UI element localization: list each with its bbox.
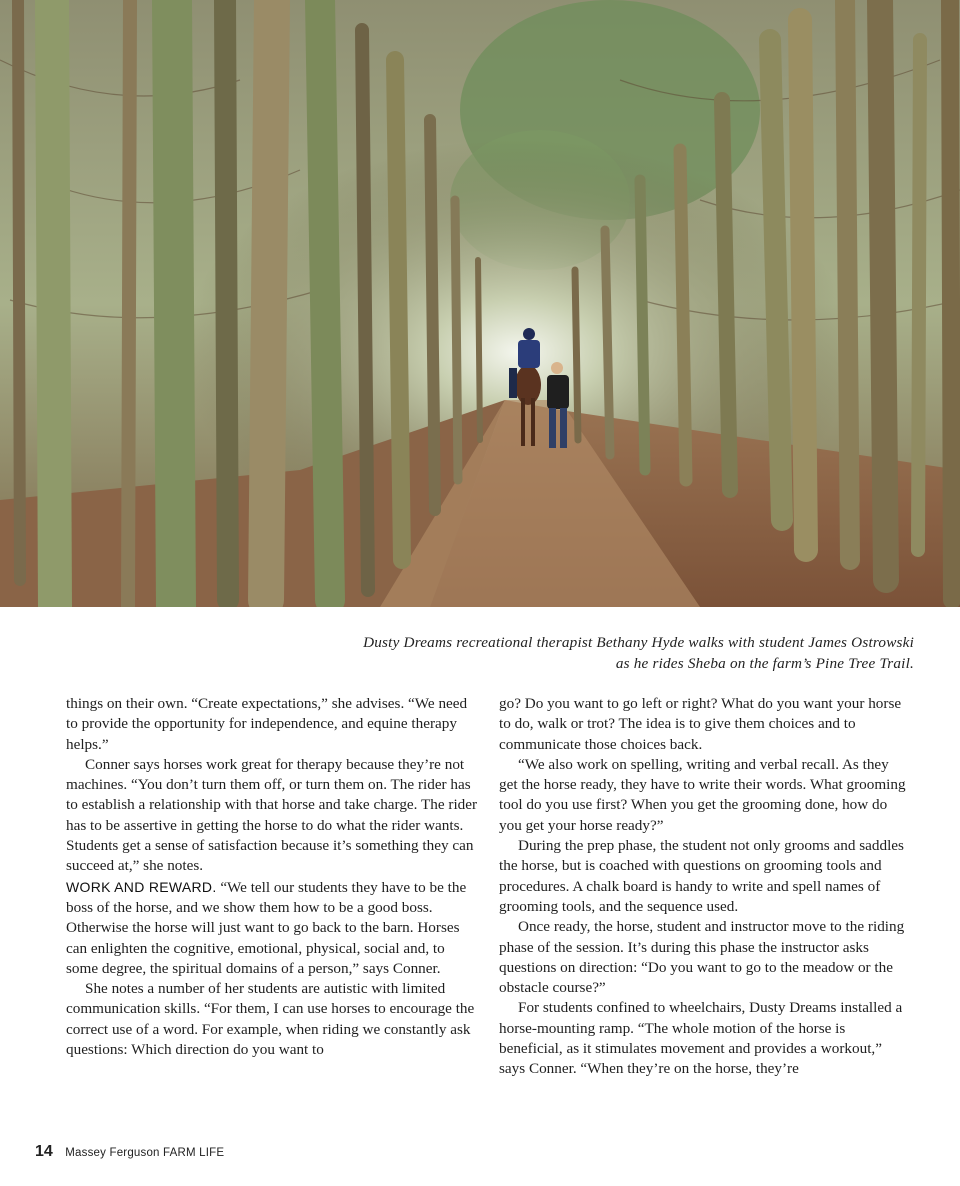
article-column-left [66,694,478,1060]
page-number: 14 [35,1143,53,1160]
paragraph: Conner says horses work great for therapy because they’re not machines. “You don’t turn them off, or turn them on. The rider has to establish a relationship with that horse and take charge. The rider has to be assertive in getting the horse to do what the rider wants. Students get a sense of satisfaction because it’s something they can succeed at,” she notes. [66,755,478,875]
paragraph: “We also work on spelling, writing and verbal recall. As they get the horse ready, they have to write their words. What grooming tool do you use first? When you get the grooming done, how do you get your horse ready?” [499,755,906,834]
paragraph: During the prep phase, the student not only grooms and saddles the horse, but is coached with questions on grooming tools and procedures. A chalk board is handy to write and spell names of grooming tools, and the sequence used. [499,837,904,915]
section-subhead: WORK AND REWARD. [66,878,217,895]
paragraph: things on their own. “Create expectations,” she advises. “We need to provide the opportunity for independence, and equine therapy helps.” [66,695,468,753]
paragraph: go? Do you want to go left or right? What do you want your horse to do, walk or trot? The idea is to give them choices and to communicate those choices back. [499,695,902,753]
photo-caption [154,632,914,674]
caption-line-1: Dusty Dreams recreational therapist Bethany Hyde walks with student James Ostrowski [363,634,914,651]
paragraph-with-subhead [66,877,478,979]
page-footer [35,1143,224,1161]
paragraph: For students confined to wheelchairs, Dusty Dreams installed a horse-mounting ramp. “The whole motion of the horse is beneficial, as it stimulates movement and provides a workout,” says Conner. “When they’re on the horse, they’re [499,999,903,1078]
paragraph: Once ready, the horse, student and instructor move to the riding phase of the session. It’s during this phase the instructor asks questions on direction: “Do you want to go to the meadow or the obstacle course?” [499,918,905,997]
article-column-right [499,694,911,1080]
magazine-name: Massey Ferguson FARM LIFE [65,1147,225,1159]
paragraph: She notes a number of her students are autistic with limited communication skills. “For them, I can use horses to encourage the correct use of a word. For example, when riding we constantly ask questions: Which direction do you want to [66,980,475,1059]
caption-line-2: as he rides Sheba on the farm’s Pine Tree Trail. [615,655,914,672]
paragraph-text: “We tell our students they have to be the boss of the horse, and we show them how to be a good boss. Otherwise the horse will just want to go back to the barn. Horses can enlighten the cognitive, emotional, physical, social and, to some degree, the spiritual domains of a person,” says Conner. [66,878,467,977]
